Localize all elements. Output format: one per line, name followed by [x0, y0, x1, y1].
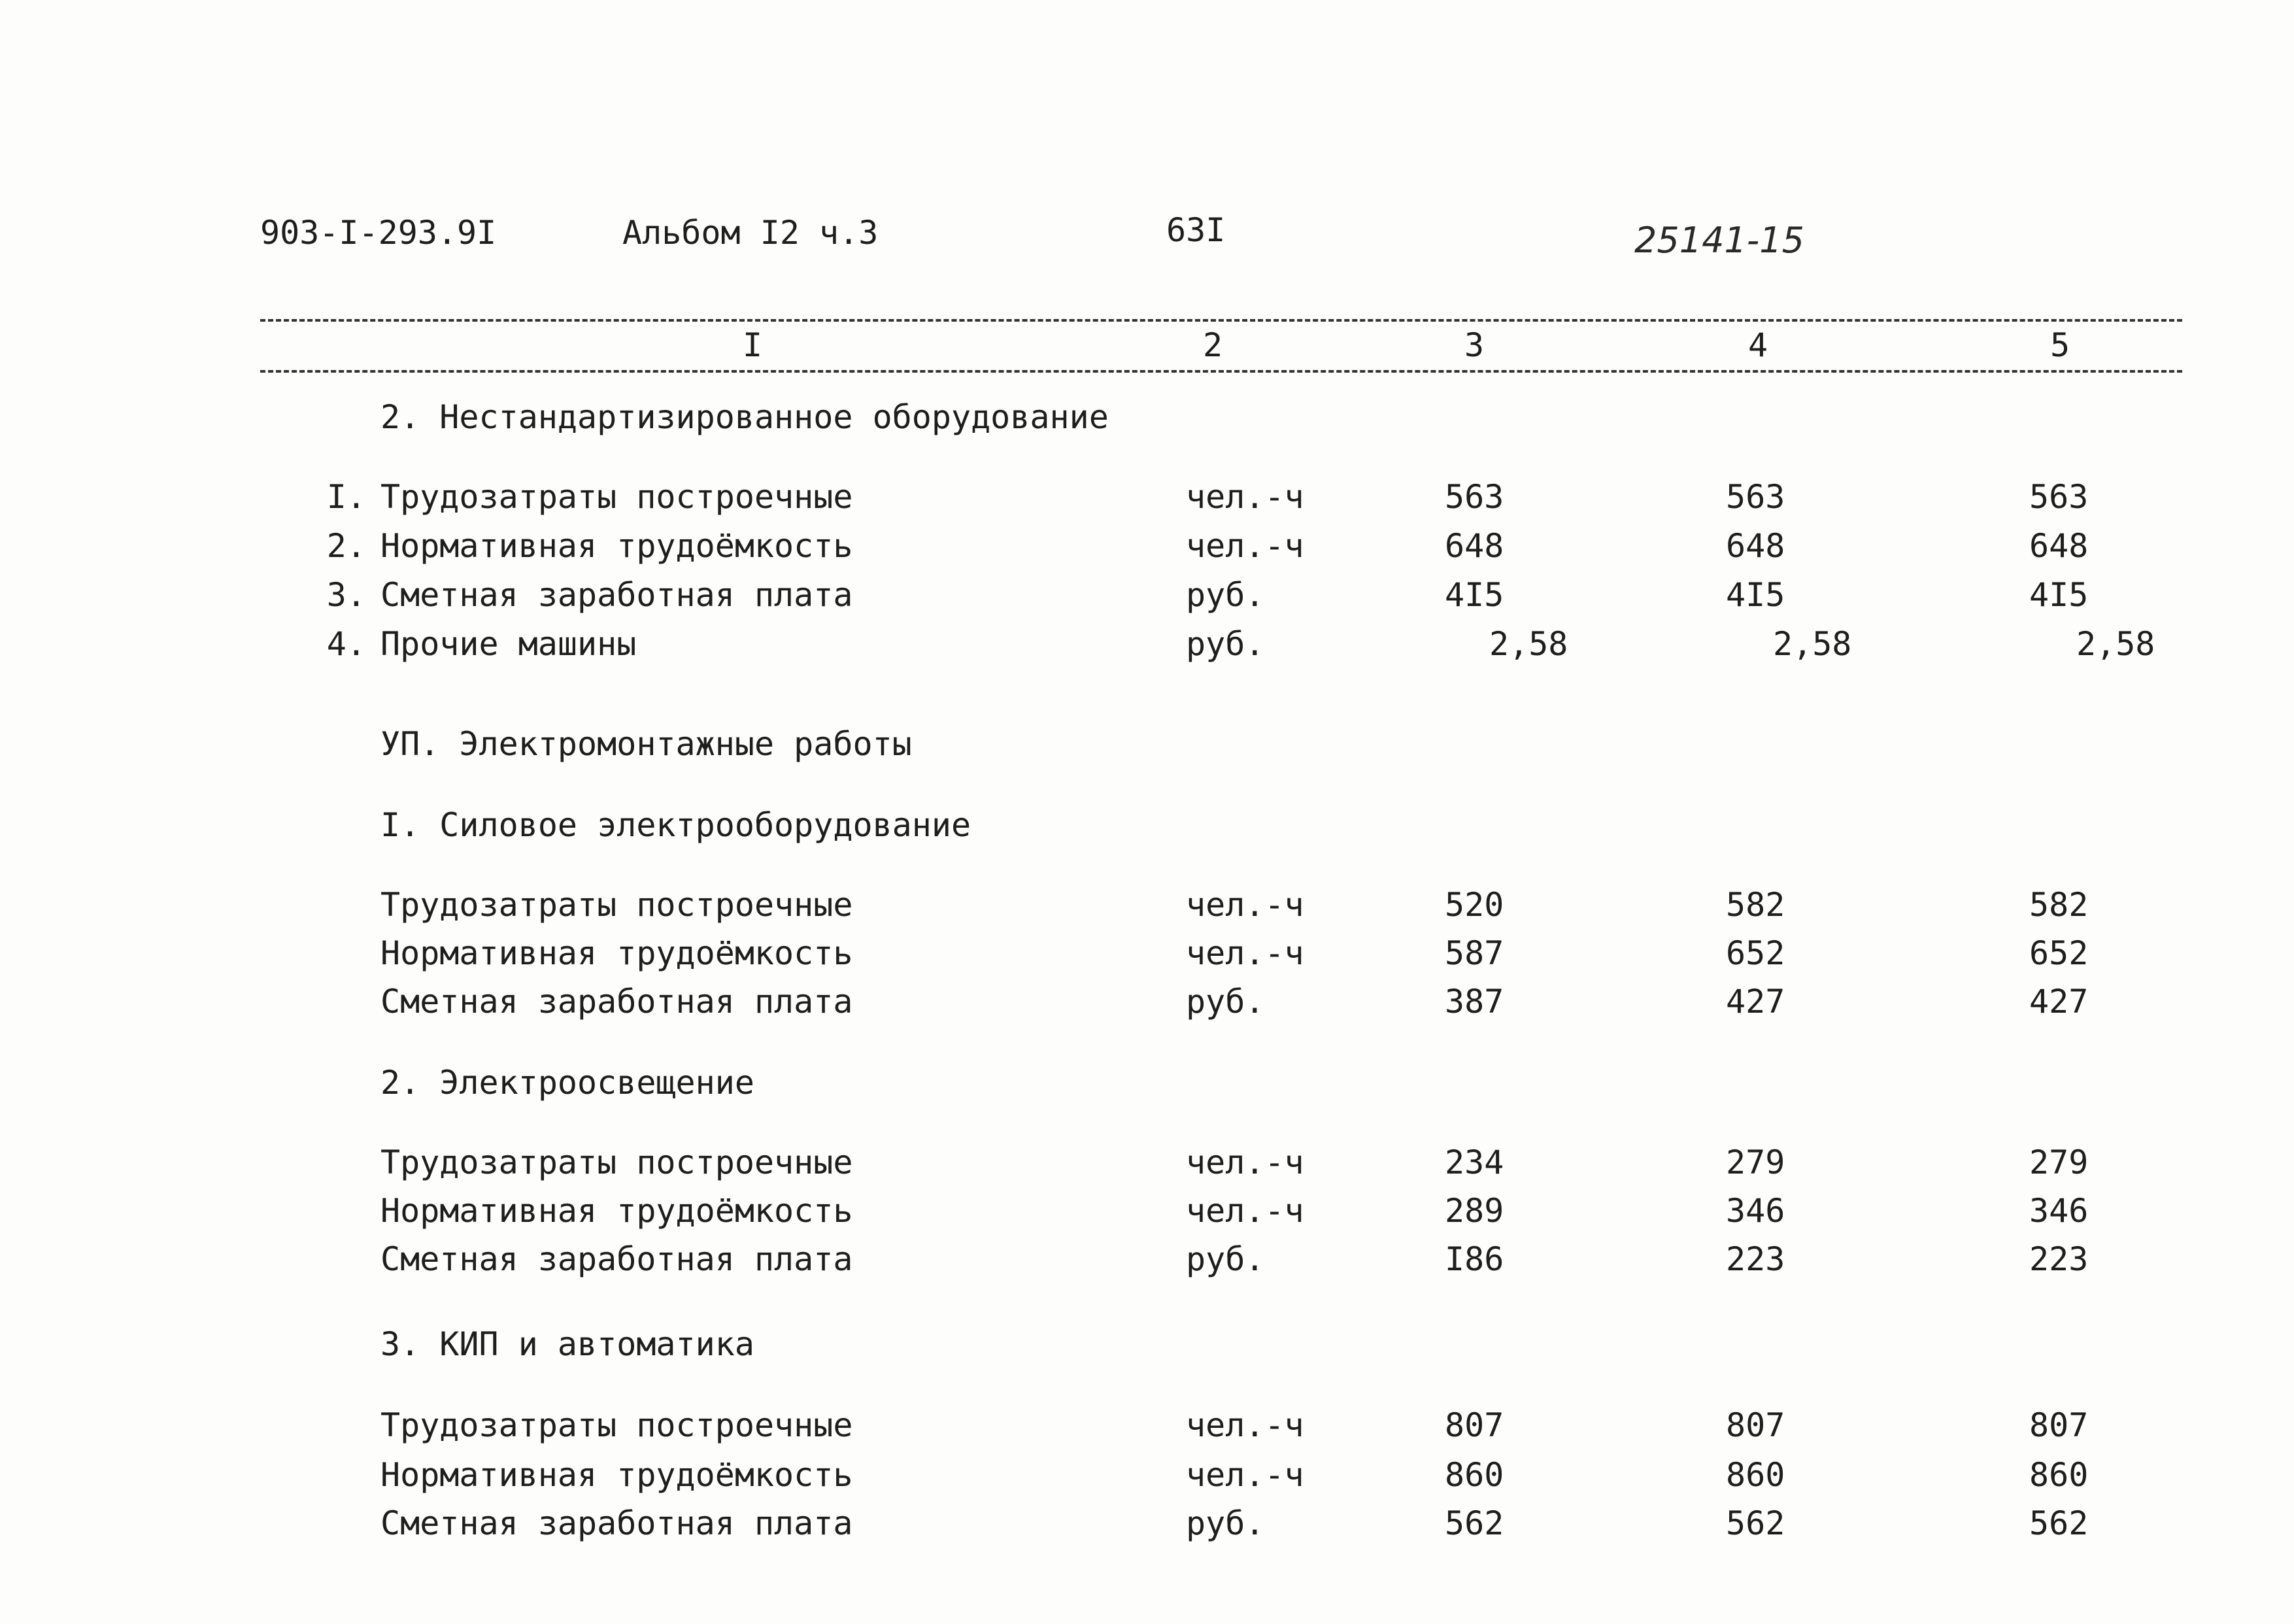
table-row: [0, 982, 2294, 1028]
row-value-col5: 860: [2029, 1456, 2089, 1494]
row-name: Прочие машины: [380, 625, 637, 663]
row-value-col4: 807: [1726, 1406, 1785, 1444]
row-value-col3: 562: [1445, 1504, 1504, 1542]
table-row: [0, 1191, 2294, 1237]
row-unit: руб.: [1186, 1240, 1265, 1278]
page-number: 63I: [1166, 211, 1226, 249]
table-row: [0, 1406, 2294, 1451]
row-value-col4: 563: [1726, 478, 1785, 516]
row-value-col3: 587: [1445, 934, 1504, 972]
row-value-col4: 860: [1726, 1456, 1785, 1494]
row-number: 3.: [326, 576, 366, 614]
row-value-col4: 582: [1726, 886, 1785, 924]
row-value-col5: 807: [2029, 1406, 2089, 1444]
row-unit: чел.-ч: [1186, 1143, 1304, 1181]
row-unit: руб.: [1186, 983, 1265, 1021]
column-number-3: 3: [1464, 326, 1485, 364]
row-value-col3: 648: [1445, 527, 1504, 565]
handwritten-number: 25141-15: [1634, 220, 1804, 261]
row-value-col3: 520: [1445, 886, 1504, 924]
row-value-col5: 648: [2029, 527, 2089, 565]
table-row: [0, 1240, 2294, 1285]
header-divider-top: [260, 319, 2182, 322]
row-number: 4.: [326, 625, 366, 663]
row-number: 2.: [326, 527, 366, 565]
section-title: УП. Электромонтажные работы: [380, 725, 912, 763]
album-label: Альбом I2 ч.3: [622, 214, 879, 252]
row-value-col5: 563: [2029, 478, 2089, 516]
row-unit: чел.-ч: [1186, 1456, 1304, 1494]
row-value-col3: 289: [1445, 1192, 1504, 1230]
row-name: Трудозатраты построечные: [380, 478, 853, 516]
row-value-col4: 223: [1726, 1240, 1785, 1278]
row-value-col5: 223: [2029, 1240, 2089, 1278]
table-row: [0, 934, 2294, 979]
section-title: I. Силовое электрооборудование: [380, 806, 971, 844]
header-divider-bottom: [260, 370, 2182, 373]
row-value-col3: 2,58: [1489, 625, 1568, 663]
section-title: 2. Электроосвещение: [380, 1064, 754, 1102]
row-value-col4: 4I5: [1726, 576, 1785, 614]
row-name: Сметная заработная плата: [380, 983, 853, 1021]
row-value-col5: 279: [2029, 1143, 2089, 1181]
table-row: [0, 624, 2294, 670]
row-name: Сметная заработная плата: [380, 1240, 853, 1278]
row-name: Сметная заработная плата: [380, 576, 853, 614]
column-number-4: 4: [1748, 326, 1768, 364]
table-row: [0, 1455, 2294, 1501]
row-unit: чел.-ч: [1186, 1406, 1304, 1444]
column-number-2: 2: [1203, 326, 1223, 364]
section-title: 3. КИП и автоматика: [380, 1325, 754, 1363]
row-value-col5: 652: [2029, 934, 2089, 972]
table-row: [0, 477, 2294, 523]
row-value-col4: 346: [1726, 1192, 1785, 1230]
table-row: [0, 575, 2294, 621]
row-unit: руб.: [1186, 625, 1265, 663]
row-value-col3: 563: [1445, 478, 1504, 516]
table-row: [0, 1504, 2294, 1549]
row-value-col5: 346: [2029, 1192, 2089, 1230]
row-value-col5: 2,58: [2076, 625, 2155, 663]
row-value-col4: 427: [1726, 983, 1785, 1021]
table-row: [0, 1143, 2294, 1189]
row-value-col5: 4I5: [2029, 576, 2089, 614]
row-name: Трудозатраты построечные: [380, 1143, 853, 1181]
row-value-col5: 427: [2029, 983, 2089, 1021]
row-number: I.: [326, 478, 366, 516]
row-value-col4: 652: [1726, 934, 1785, 972]
row-name: Нормативная трудоёмкость: [380, 1456, 853, 1494]
row-value-col3: I86: [1445, 1240, 1504, 1278]
row-name: Нормативная трудоёмкость: [380, 527, 853, 565]
section-title: 2. Нестандартизированное оборудование: [380, 398, 1109, 436]
column-number-1: I: [743, 326, 763, 364]
row-unit: руб.: [1186, 1504, 1265, 1542]
row-name: Трудозатраты построечные: [380, 1406, 853, 1444]
table-row: [0, 885, 2294, 931]
row-unit: чел.-ч: [1186, 934, 1304, 972]
row-unit: чел.-ч: [1186, 527, 1304, 565]
row-value-col5: 582: [2029, 886, 2089, 924]
row-unit: чел.-ч: [1186, 886, 1304, 924]
row-value-col5: 562: [2029, 1504, 2089, 1542]
row-value-col4: 648: [1726, 527, 1785, 565]
row-value-col4: 279: [1726, 1143, 1785, 1181]
row-name: Сметная заработная плата: [380, 1504, 853, 1542]
column-number-5: 5: [2050, 326, 2070, 364]
row-name: Нормативная трудоёмкость: [380, 1192, 853, 1230]
doc-code: 903-I-293.9I: [260, 214, 497, 252]
row-name: Трудозатраты построечные: [380, 886, 853, 924]
row-value-col3: 387: [1445, 983, 1504, 1021]
row-unit: чел.-ч: [1186, 478, 1304, 516]
row-value-col3: 807: [1445, 1406, 1504, 1444]
row-value-col3: 234: [1445, 1143, 1504, 1181]
row-unit: руб.: [1186, 576, 1265, 614]
table-row: [0, 526, 2294, 572]
row-name: Нормативная трудоёмкость: [380, 934, 853, 972]
row-value-col3: 4I5: [1445, 576, 1504, 614]
row-unit: чел.-ч: [1186, 1192, 1304, 1230]
row-value-col4: 562: [1726, 1504, 1785, 1542]
row-value-col3: 860: [1445, 1456, 1504, 1494]
row-value-col4: 2,58: [1773, 625, 1852, 663]
